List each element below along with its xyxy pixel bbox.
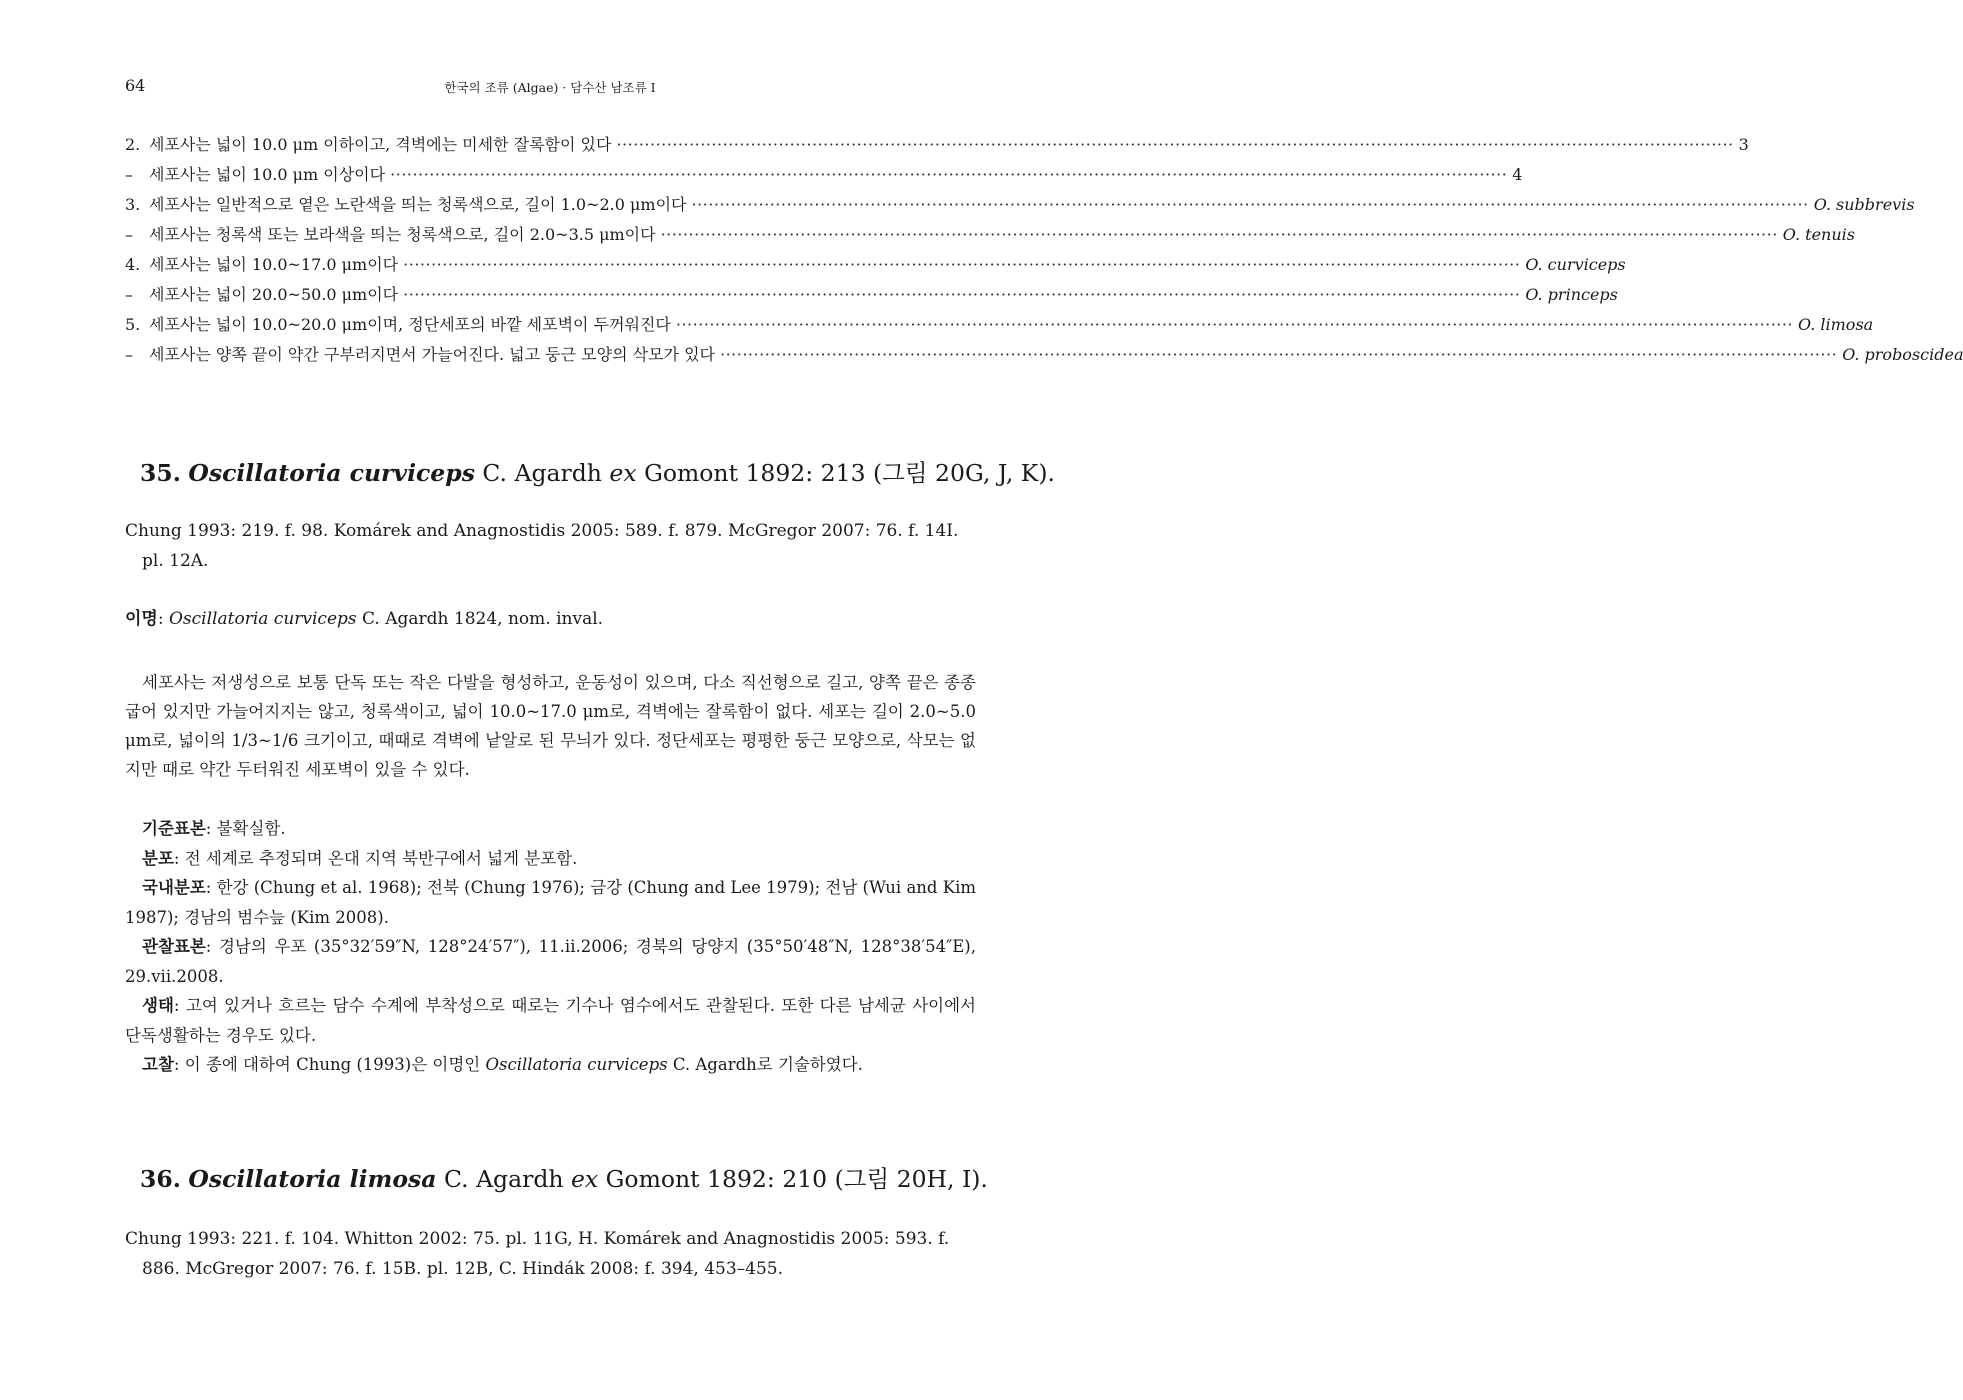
references-35: Chung 1993: 219. f. 98. Komárek and Anagnostidis 2005: 589. f. 879. McGregor 2007: 76. f. 14I. pl. 12A. [125, 521, 959, 571]
key-number: – [125, 225, 133, 244]
field-text: : 경남의 우포 (35°32′59″N, 128°24′57″), 11.ii.2006; 경북의 당양지 (35°50′48″N, 128°38′54″E), 29.vii.2008. [125, 937, 976, 986]
key-text: 세포사는 넓이 10.0~17.0 μm이다 [149, 255, 399, 274]
key-lead-number: 3 [1738, 135, 1749, 154]
key-line [125, 340, 1963, 370]
field-korea-distribution [125, 873, 976, 932]
key-taxon: O. proboscidea [1842, 345, 1963, 364]
field-observed-specimen [125, 932, 976, 991]
key-number: 2. [125, 135, 141, 154]
species-number: 35. [140, 459, 181, 487]
leader-dots: ········································································································································································································ [616, 135, 1734, 154]
key-number: – [125, 345, 133, 364]
key-number: 4. [125, 255, 141, 274]
key-text: 세포사는 넓이 10.0 μm 이하이고, 격벽에는 미세한 잘록함이 있다 [149, 135, 612, 154]
species-name: Oscillatoria curviceps [188, 459, 475, 487]
references-36: Chung 1993: 221. f. 104. Whitton 2002: 75. pl. 11G, H. Komárek and Anagnostidis 2005: 593. f. 886. McGregor 2007: 76. f. 15B. pl. 12B, C. Hindák 2008: f. 394, 453–455. [125, 1229, 950, 1279]
field-distribution [125, 844, 976, 874]
key-line [125, 310, 1874, 340]
field-text: : 이 종에 대하여 Chung (1993)은 이명인 [173, 1055, 486, 1074]
key-line [125, 250, 1626, 280]
key-line [125, 130, 1749, 160]
species-heading-36 [140, 1160, 988, 1194]
description-35: 세포사는 저생성으로 보통 단독 또는 작은 다발을 형성하고, 운동성이 있으며, 다소 직선형으로 길고, 양쪽 끝은 종종 굽어 있지만 가늘어지지는 않고, 청록색이고, 넓이 10.0~17.0 μm로, 격벽에는 잘록함이 없다. 세포는 길이 2.0~5.0 μm로, 넓이의 1/3~1/6 크기이고, 때때로 격벽에 낱알로 된 무늬가 있다. 정단세포는 평평한 둥근 모양으로, 삭모는 없지만 때로 약간 두터워진 세포벽이 있을 수 있다. [125, 673, 976, 779]
key-text: 세포사는 청록색 또는 보라색을 띄는 청록색으로, 길이 2.0~3.5 μm이다 [149, 225, 656, 244]
field-label: 분포 [142, 848, 174, 868]
identification-key [125, 130, 1963, 370]
synonym-35: 이명: Oscillatoria curviceps C. Agardh 1824, nom. inval. [125, 609, 604, 629]
field-text: : 불확실함. [205, 819, 286, 838]
species-number: 36. [140, 1165, 181, 1193]
species-author: C. Agardh [482, 459, 602, 487]
key-line [125, 220, 1855, 250]
synonym-rest: C. Agardh 1824, nom. inval. [356, 609, 604, 629]
page-number: 64 [125, 76, 146, 95]
field-label: 고찰 [142, 1055, 174, 1074]
key-text: 세포사는 넓이 20.0~50.0 μm이다 [149, 285, 399, 304]
key-number: 5. [125, 315, 141, 334]
field-text: : 고여 있거나 흐르는 담수 수계에 부착성으로 때로는 기수나 염수에서도 관찰된다. 또한 다른 남세균 사이에서 단독생활하는 경우도 있다. [125, 996, 976, 1045]
field-text: : 한강 (Chung et al. 1968); 전북 (Chung 1976); 금강 (Chung and Lee 1979); 전남 (Wui and Kim 1987); 경남의 범수늪 (Kim 2008). [125, 878, 976, 927]
field-label: 관찰표본 [142, 937, 206, 956]
field-text: C. Agardh로 기술하였다. [667, 1055, 863, 1074]
field-ecology [125, 991, 976, 1050]
key-lead-number: 4 [1512, 165, 1523, 184]
synonym-name: Oscillatoria curviceps [169, 609, 357, 629]
field-label: 기준표본 [142, 819, 206, 838]
field-label: 국내분포 [142, 878, 206, 897]
key-taxon: O. tenuis [1782, 225, 1855, 244]
field-type-specimen [125, 814, 976, 844]
leader-dots: ········································································································································································································ [403, 285, 1521, 304]
species-heading-35 [140, 454, 1055, 488]
field-taxon: Oscillatoria curviceps [485, 1055, 668, 1074]
key-number: – [125, 285, 133, 304]
fields-35 [125, 814, 976, 1080]
key-taxon: O. subbrevis [1813, 195, 1915, 214]
key-text: 세포사는 일반적으로 옅은 노란색을 띄는 청록색으로, 길이 1.0~2.0 μm이다 [149, 195, 687, 214]
running-title: 한국의 조류 (Algae) · 담수산 남조류 I [444, 80, 656, 95]
key-number: 3. [125, 195, 141, 214]
key-taxon: O. princeps [1525, 285, 1618, 304]
field-label: 생태 [142, 996, 174, 1015]
key-line [125, 160, 1523, 190]
leader-dots: ········································································································································································································ [660, 225, 1778, 244]
key-text: 세포사는 양쪽 끝이 약간 구부러지면서 가늘어진다. 넓고 둥근 모양의 삭모가 있다 [149, 345, 715, 364]
key-line [125, 280, 1618, 310]
leader-dots: ········································································································································································································ [691, 195, 1809, 214]
key-text: 세포사는 넓이 10.0 μm 이상이다 [149, 165, 386, 184]
field-text: : 전 세계로 추정되며 온대 지역 북반구에서 넓게 분포함. [173, 848, 578, 868]
field-discussion [125, 1050, 976, 1080]
species-ex: ex [571, 1165, 599, 1193]
leader-dots: ········································································································································································································ [720, 345, 1838, 364]
leader-dots: ········································································································································································································ [675, 315, 1794, 334]
leader-dots: ········································································································································································································ [390, 165, 1508, 184]
species-author: C. Agardh [443, 1165, 564, 1193]
species-citation: Gomont 1892: 210 (그림 20H, I). [605, 1165, 988, 1193]
key-taxon: O. curviceps [1525, 255, 1626, 274]
leader-dots: ········································································································································································································ [403, 255, 1521, 274]
key-taxon: O. limosa [1798, 315, 1874, 334]
species-ex: ex [609, 459, 637, 487]
key-number: – [125, 165, 133, 184]
synonym-label: 이명 [125, 609, 158, 629]
key-text: 세포사는 넓이 10.0~20.0 μm이며, 정단세포의 바깥 세포벽이 두꺼워진다 [149, 315, 671, 334]
species-citation: Gomont 1892: 213 (그림 20G, J, K). [644, 459, 1055, 487]
species-name: Oscillatoria limosa [188, 1165, 437, 1193]
key-line [125, 190, 1915, 220]
